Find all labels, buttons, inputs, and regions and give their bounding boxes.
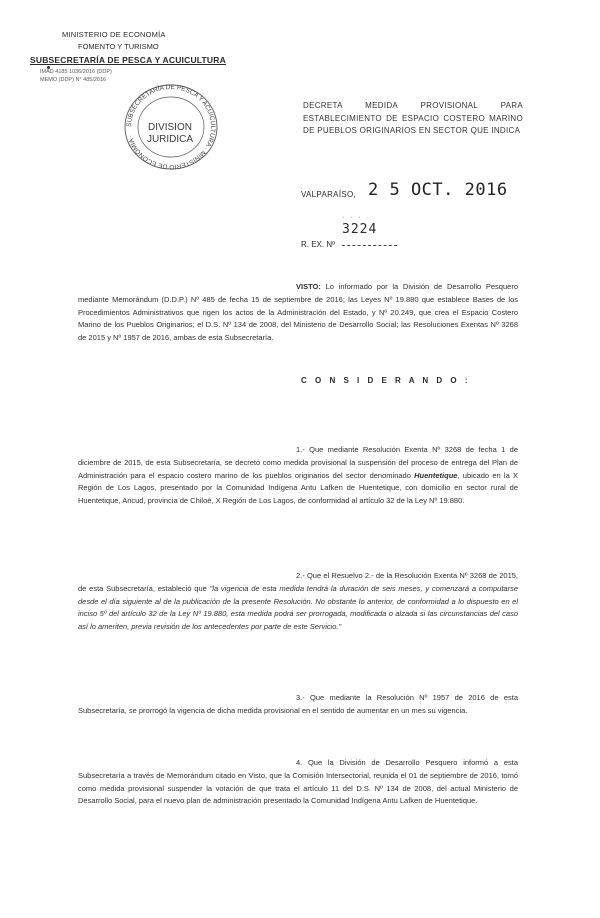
ministry-name-2: FOMENTO Y TURISMO xyxy=(78,42,159,51)
considerando-3-text: 3.- Que mediante la Resolución Nº 1957 de 2016 de esta Subsecretaría, se prorrogó la vigencia de dicha medida provisional en el sentido de aumentar en un mes su vigencia. xyxy=(78,693,518,715)
stamp-line-1: DIVISION xyxy=(148,122,192,133)
considerando-3 xyxy=(78,692,518,718)
reference-line-2: MEMO (DDP) N° 485/2016 xyxy=(40,77,107,83)
considerando-2-quote: "la vigencia de esta medida tendrá la duración de seis meses, y comenzará a computarse desde el día siguiente al de la publicación de la presente Resolución. No obstante lo anterior, de conformidad a lo dispuesto en el inciso 5º del artículo 32 de la Ley Nº 19.880, esta medida podrá ser prorrogada, modificada o alzada si las circunstancias del caso así lo ameriten, previa revisión de los antecedentes por parte de este Servicio." xyxy=(78,583,518,632)
considerando-1 xyxy=(78,444,518,508)
place-label: VALPARAÍSO, xyxy=(301,190,357,199)
subsecretaria-name: SUBSECRETARÍA DE PESCA Y ACUICULTURA xyxy=(30,55,226,65)
date-stamp: 2 5 OCT. 2016 xyxy=(368,180,508,200)
dotted-mark: · · · xyxy=(342,214,363,221)
visto-text: Lo informado por la División de Desarrollo Pesquero mediante Memorándum (D.D.P.) Nº 485 de fecha 15 de septiembre de 2016; las Leyes Nº 19.880 que establece Bases de los Procedimientos Administrativos que rigen los actos de la Administración del Estado, y Nº 20.249, que crea el Espacio Costero Marino de los Pueblos Originarios; el D.S. Nº 134 de 2008, del Ministerio de Desarrollo Social; las Resoluciones Exentas Nº 3268 de 2015 y Nº 1957 de 2016, ambas de esta Subsecretaría. xyxy=(78,282,518,343)
place-name: Huentetique xyxy=(414,470,458,480)
considerando-1-text-b: , ubicado en la X Región de Los Lagos, presentado por la Comunidad Indígena Antu Lafken de Huentetique, con domicilio en sector rural de Huentetique, Ancud, provincia de Chiloé, X Región de Los Lagos, de conformidad al artículo 32 de la Ley Nº 19.880. xyxy=(78,470,518,506)
stamp-line-2: JURIDICA xyxy=(146,134,194,145)
reference-line-1: IMAD 4185 1036/2016 (DDP) xyxy=(40,69,112,75)
stamp-center-text xyxy=(140,122,200,146)
stamp-ring-text: SUBSECRETARÍA DE PESCA Y ACUICULTURA · MINISTERIO DE ECONOMÍA · xyxy=(125,83,217,171)
considerando-1-text-a: 1.- Que mediante Resolución Exenta Nº 3268 de fecha 1 de diciembre de 2015, de esta Subsecretaría, se decretó como medida provisional la suspensión del proceso de entrega del Plan de Administración para el espacio costero marino de los pueblos originarios del sector denominado xyxy=(78,445,518,480)
document-title: DECRETA MEDIDA PROVISIONAL PARA ESTABLECIMIENTO DE ESPACIO COSTERO MARINO DE PUEBLOS ORIGINARIOS EN SECTOR QUE INDICA xyxy=(303,101,523,135)
resolution-number: 3224 xyxy=(342,222,378,237)
considerando-2 xyxy=(78,570,518,634)
visto-paragraph xyxy=(78,281,518,345)
ministry-name: MINISTERIO DE ECONOMÍA xyxy=(62,30,166,39)
resolution-label: R. EX. Nº xyxy=(301,240,336,249)
considerando-4 xyxy=(78,757,518,808)
visto-label: VISTO: xyxy=(296,282,321,291)
resolution-underline xyxy=(342,245,397,246)
considerando-4-text: 4. Que la División de Desarrollo Pesquero informó a esta Subsecretaría a través de Memorándum citado en Visto, que la Comisión Intersectorial, reunida el 01 de septiembre de 2016, tomó como medida provisional suspender la votación de que trata el artículo 11 del D.S. Nº 134 de 2008, del actual Ministerio de Desarrollo Social, para el nuevo plan de administración presentado la Comunidad Indígena Antu Lafken de Huentetique. xyxy=(78,758,518,806)
considerando-2-text: 2.- Que el Resuelvo 2.- de la Resolución Exenta Nº 3268 de 2015, de esta Subsecretaría, estableció que xyxy=(78,571,518,593)
considerando-heading: C O N S I D E R A N D O : xyxy=(301,376,471,385)
